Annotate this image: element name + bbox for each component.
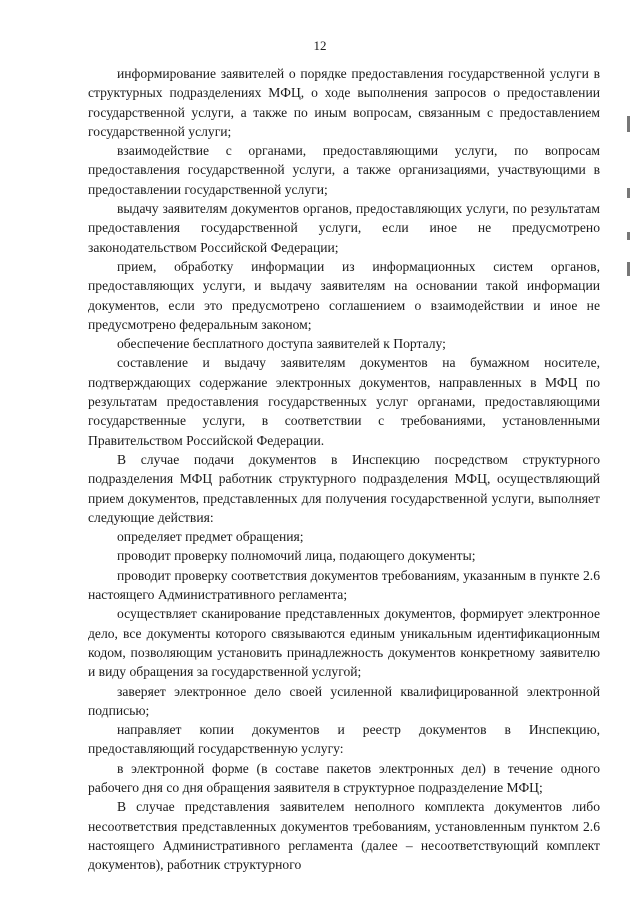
paragraph: в электронной форме (в составе пакетов электронных дел) в течение одного рабочего дня со дня обращения заявителя в структурное подразделение МФЦ; <box>88 760 600 795</box>
scan-margin-mark <box>627 116 630 132</box>
paragraph: В случае подачи документов в Инспекцию посредством структурного подразделения МФЦ работник структурного подразделения МФЦ, осуществляющий прием документов, представленных для получения государственной услуги, выполняет следующие действия: <box>88 451 600 525</box>
scan-margin-mark <box>627 262 630 276</box>
paragraph: обеспечение бесплатного доступа заявителей к Порталу; <box>117 336 446 352</box>
paragraph: информирование заявителей о порядке предоставления государственной услуги в структурных подразделениях МФЦ, о ходе выполнения запросов о предоставлении государственной услуги, а также по иным вопросам, связанным с предоставлением государственной услуги; <box>88 66 600 139</box>
page-number: 12 <box>313 38 327 53</box>
paragraph: взаимодействие с органами, предоставляющими услуги, по вопросам предоставления государственной услуги, а также организациями, участвующими в предоставлении государственной услуги; <box>88 143 600 197</box>
paragraph: составление и выдачу заявителям документов на бумажном носителе, подтверждающих содержание электронных документов, направленных в МФЦ по результатам предоставления государственных услуг органами, предоставляющими государственные услуги, в соответствии с требованиями, установленными Правительством Российской Федерации. <box>88 355 600 448</box>
paragraph: заверяет электронное дело своей усиленной квалифицированной электронной подписью; <box>88 683 600 718</box>
paragraph: направляет копии документов и реестр документов в Инспекцию, предоставляющий государственную услугу: <box>88 722 600 757</box>
paragraph: определяет предмет обращения; <box>117 529 304 545</box>
paragraph: проводит проверку полномочий лица, подающего документы; <box>117 548 476 564</box>
scan-margin-mark <box>627 232 630 240</box>
paragraph: выдачу заявителям документов органов, предоставляющих услуги, по результатам предоставления государственной услуги, если иное не предусмотрено законодательством Российской Федерации; <box>88 201 600 255</box>
paragraph: проводит проверку соответствия документов требованиям, указанным в пункте 2.6 настоящего Административного регламента; <box>88 567 600 603</box>
paragraph: прием, обработку информации из информационных систем органов, предоставляющих услуги, и выдачу заявителям на основании такой информации документов, если это предусмотрено соглашением о взаимодействии и иное не предусмотрено федеральным законом; <box>88 258 600 332</box>
paragraph: В случае представления заявителем неполного комплекта документов либо несоответствия представленных документов требованиям, установленным пунктом 2.6 настоящего Административного регламента (далее – несоответствующий комплект документов), работник структурного <box>88 799 600 873</box>
paragraph: осуществляет сканирование представленных документов, формирует электронное дело, все документы которого связываются единым уникальным идентификационным кодом, позволяющим установить принадлежность документов конкретному заявителю и виду обращения за государственной услугой; <box>88 606 600 680</box>
document-body <box>88 64 600 874</box>
scan-margin-mark <box>627 188 630 198</box>
